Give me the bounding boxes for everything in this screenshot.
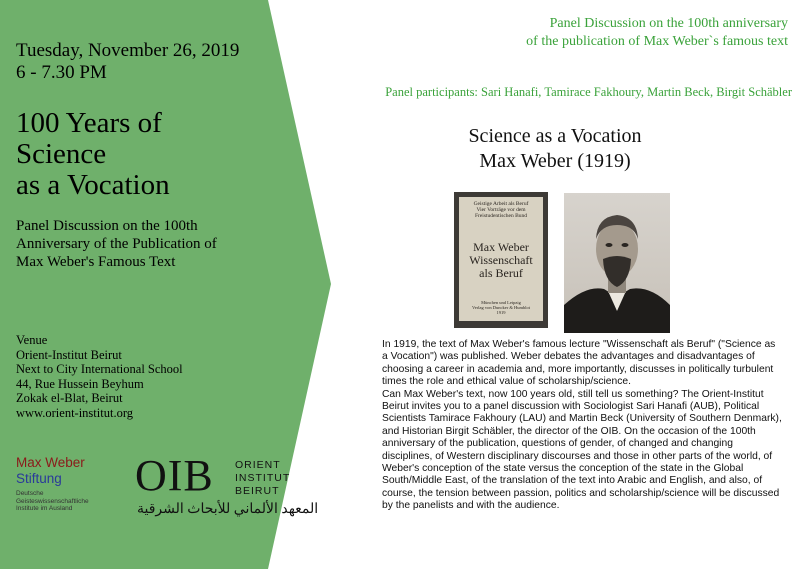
document-title-line: Max Weber (1919)	[479, 150, 631, 172]
document-title	[370, 124, 740, 174]
book-title-line: als Beruf	[479, 266, 523, 280]
event-subtitle-line: Max Weber's Famous Text	[16, 254, 176, 270]
book-bottom-line: München und Leipzig	[481, 300, 521, 305]
oib-words	[235, 459, 290, 498]
description-paragraph: In 1919, the text of Max Weber's famous lecture "Wissenschaft als Beruf" ("Science as a Vocation") was published. Weber debates the advantages and disadvantages of choosing a career in academia and, more importantly, discusses in politically turbulent times the role and ethical value of scholarship/science.	[382, 339, 776, 388]
book-top-line: Vier Vorträge vor dem	[476, 207, 526, 213]
oib-arabic-name: المعهد الألماني للأبحاث الشرقية	[137, 502, 319, 517]
book-bottom-line: Verlag von Duncker & Humblot	[472, 305, 530, 310]
logo-name: Max Weber	[16, 455, 85, 470]
portrait-drawing	[564, 193, 670, 333]
book-bottom-text	[459, 300, 543, 315]
book-top-text	[459, 197, 543, 219]
panel-participants: Panel participants: Sari Hanafi, Tamirace Fakhoury, Martin Beck, Birgit Schäbler	[385, 85, 792, 99]
oib-logo	[135, 451, 319, 517]
event-title-line: 100 Years of	[16, 107, 162, 139]
book-title-text	[459, 241, 543, 280]
event-subtitle-line: Panel Discussion on the 100th	[16, 218, 198, 234]
logo-small-text	[16, 490, 116, 513]
venue-website-link[interactable]: www.orient-institut.org	[16, 405, 134, 420]
event-title	[16, 108, 306, 201]
max-weber-stiftung-logo	[16, 455, 116, 513]
document-title-line: Science as a Vocation	[468, 125, 642, 147]
venue-line: Zokak el-Blat, Beirut	[16, 391, 123, 406]
venue-line: Orient-Institut Beirut	[16, 347, 122, 362]
logo-small-line: Institute im Ausland	[16, 505, 73, 512]
oib-word: ORIENT	[235, 459, 281, 471]
oib-mark: OIB	[135, 451, 214, 500]
venue-block	[16, 333, 183, 421]
max-weber-portrait-image	[564, 193, 670, 333]
book-bottom-line: 1919	[496, 310, 506, 315]
book-top-line: Geistige Arbeit als Beruf	[473, 201, 529, 207]
event-subtitle-line: Anniversary of the Publication of	[16, 236, 217, 252]
book-title-line: Wissenschaft	[469, 253, 533, 267]
description-text	[382, 339, 782, 513]
right-header-line: of the publication of Max Weber`s famous text	[526, 34, 788, 49]
event-subtitle	[16, 217, 266, 271]
oib-word: BEIRUT	[235, 485, 280, 497]
logo-small-line: Deutsche	[16, 490, 44, 497]
event-date: Tuesday, November 26, 2019	[16, 40, 240, 61]
event-date-time	[16, 40, 239, 84]
book-top-line: Freistudentischen Bund	[474, 213, 528, 219]
venue-line: 44, Rue Hussein Beyhum	[16, 376, 144, 391]
book-cover-page	[459, 197, 543, 321]
event-title-line: Science	[16, 138, 107, 170]
right-header-line: Panel Discussion on the 100th anniversary	[549, 16, 788, 31]
venue-heading: Venue	[16, 333, 48, 347]
right-header	[526, 15, 788, 51]
venue-line: Next to City International School	[16, 362, 183, 377]
book-title-line: Max Weber	[473, 240, 529, 254]
logo-stiftung: Stiftung	[16, 471, 62, 486]
logo-small-line: Geisteswissenschaftliche	[16, 497, 89, 505]
event-title-line: as a Vocation	[16, 169, 170, 201]
oib-word: INSTITUT	[235, 472, 291, 484]
event-time: 6 - 7.30 PM	[16, 62, 107, 83]
book-cover-image	[454, 192, 548, 328]
description-paragraph: Can Max Weber's text, now 100 years old, still tell us something? The Orient-Institut Beirut invites you to a panel discussion with Sociologist Sari Hanafi (AUB), Political Scientists Tamirace Fakhoury (LAU) and Martin Beck (University of Southern Denmark), and Historian Birgit Schäbler, the director of the OIB. On the occasion of the 100th anniversary of the publication, questions of gender, of changed and changing disciplines, of Western disciplinary discourses and those in other parts of the world, of Weber's conception of the state versus the conception of the state in the Global South/Middle East, of the translation of the text into Arabic and English, and also, of course, the tension between passion, politics and scholarship/science will be discussed by the panelists and with the audience.	[382, 388, 782, 512]
